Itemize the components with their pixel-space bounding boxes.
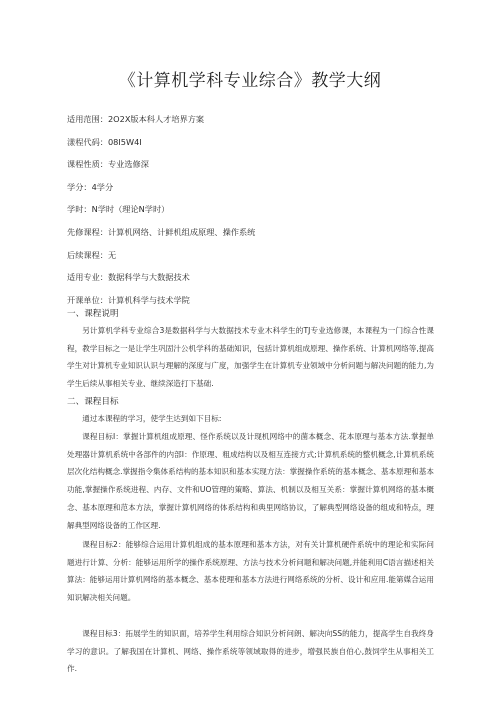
goal-paragraph-1: 课程目标I：掌握计算机组成原理、怪作系统以及计现机网络中的菌本概念、花本原理与基本方法.掌握单处理器计算机系统中各部件的内部I：作原理、粗成结构以及相互连接方式;计算机系统的整机概念,计算机系统层次化结构概念.掌握指令集体系结构的基本知识和基本实现方法：掌握操作系统的基本概念、基本原理和基本功能,掌握操作系统进程、内存、文件和UO管理的策略、算法、机制以及相互关系：掌握计算机网络的基本概念、基本原理和范本方法，掌握计算机网络的体系结构和典里网络协议，了解典型网络设备的组成和特点，理解典型网络设备的工作区理.: [67, 432, 434, 530]
description-paragraph: 另计算机学科专业综合3是数据科学与大数据技术专业木科学生的TJ专业选修课，本课程为一门综合性课程，教学目标之一是让学生巩固汁公机学科的基础知识，包括计算机组成原理、操作系统、计算机网络等,提高学生对计算机专业知识认识与理解的深度与广度，加强学生在计算机专业领域中分析问题与解决问题的能力,为学生后续从事相关专业、继续深造打下基础.: [67, 326, 434, 389]
info-label: 开课单位：: [67, 294, 108, 305]
info-prerequisites: [67, 221, 437, 244]
goals-intro: 通过本课程的学习，使学生达到如下目标:: [82, 414, 222, 423]
info-value: 专业选修深: [107, 159, 149, 170]
info-label: 课程性质：: [67, 159, 108, 170]
info-value: N学时（理论N学时）: [91, 204, 170, 215]
info-label: 学分：: [67, 181, 92, 192]
info-hours: [67, 198, 437, 221]
info-value: 08I5W4I: [107, 136, 142, 147]
info-value: 数据科学与大数据技术: [107, 272, 190, 283]
info-label: 适用专业：: [67, 272, 108, 283]
info-course-type: [67, 153, 437, 176]
info-label: 漾程代码：: [67, 136, 108, 147]
info-course-code: [67, 131, 437, 154]
info-label: 学时：: [67, 204, 92, 215]
info-follow-up: [67, 244, 437, 267]
info-label: 后续课程：: [67, 249, 108, 260]
info-value: 无: [107, 249, 117, 260]
goal-paragraph-2: 课程目标2：能够综合运用计算机组成的基本原理和基本方法，对有关计算机硬件系统中的理论和实际问题进行计算、分析：能够运用所学的操作系统原理、方法与技术分析问题和解决问题,并能利用C语言描述相关算法：能够运用计算机网络的基本概念、基本使理和基本方法进行网络系统的分析、设计和应用.能第媒合运用知识解决相关问题。: [67, 540, 434, 603]
info-label: 适用范围：: [67, 114, 108, 124]
document-title: 《计算机学科专业综合》教学大纲: [118, 71, 382, 91]
course-info-list: [67, 108, 437, 311]
section-heading-description: 一、课程说明: [67, 309, 119, 319]
info-value: 计算机网络、计鲜机组成原理、操作系统: [107, 226, 256, 237]
info-credits: [67, 176, 437, 199]
info-value: 2O2X版本科人才培界方案: [107, 114, 205, 124]
info-scope: [67, 108, 437, 131]
info-label: 先修课程：: [67, 226, 108, 237]
info-value: 计算机科学与技术学院: [107, 294, 190, 305]
section-heading-goals: 二、课程目标: [67, 397, 119, 407]
info-value: 4学分: [91, 181, 114, 192]
goal-paragraph-3: 课程目标3：拓展学生的知识面，培养学生利用综合知识分析问朗、解决向SS的能力，提高学生自我终身学习的意识。了解我国在计算机、网络、操作系统等领域取得的进步，增强民族自伯心,鼓饲学生从事相关工作.: [67, 629, 434, 674]
info-major: [67, 266, 437, 289]
